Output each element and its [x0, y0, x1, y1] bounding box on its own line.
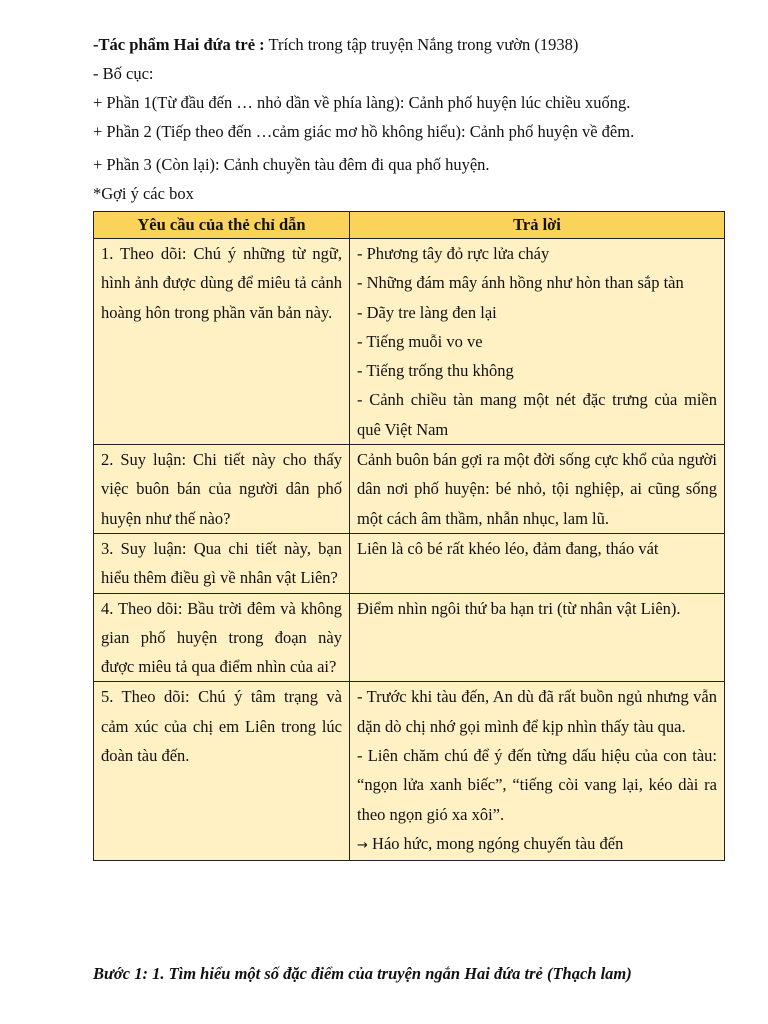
- question-cell: 2. Suy luận: Chi tiết này cho thấy việc buôn bán của người dân phố huyện như thế nào?: [94, 445, 350, 534]
- question-cell: 3. Suy luận: Qua chi tiết này, bạn hiểu thêm điều gì về nhân vật Liên?: [94, 533, 350, 593]
- answer-line: - Tiếng trống thu không: [357, 361, 514, 381]
- part-3: + Phần 3 (Còn lại): Cảnh chuyền tàu đêm đi qua phố huyện.: [93, 155, 490, 174]
- answer-line: - Phương tây đỏ rực lửa cháy: [357, 244, 550, 263]
- work-text: Trích trong tập truyện Nắng trong vườn (1938): [264, 35, 579, 54]
- answer-cell: [350, 445, 725, 534]
- table-row: [94, 239, 725, 445]
- answer-cell: [350, 533, 725, 593]
- guide-table: [93, 211, 725, 861]
- answer-line: - Cảnh chiều tàn mang một nét đặc trưng của miền quê Việt Nam: [357, 390, 717, 439]
- header-answer: Trả lời: [350, 212, 725, 239]
- table-row: [94, 445, 725, 534]
- question-cell: 1. Theo dõi: Chú ý những từ ngữ, hình ảnh được dùng để miêu tả cảnh hoàng hôn trong phần văn bản này.: [94, 239, 350, 445]
- table-header-row: [94, 212, 725, 239]
- answer-cell: [350, 682, 725, 861]
- answer-line: Điểm nhìn ngôi thứ ba hạn tri (từ nhân vật Liên).: [357, 598, 681, 618]
- work-label: -Tác phẩm Hai đứa trẻ :: [93, 35, 265, 54]
- part-2: + Phần 2 (Tiếp theo đến …cảm giác mơ hồ không hiểu): Cảnh phố huyện về đêm.: [93, 122, 635, 141]
- table-row: [94, 682, 725, 861]
- table-row: [94, 533, 725, 593]
- question-cell: 5. Theo dõi: Chú ý tâm trạng và cảm xúc của chị em Liên trong lúc đoàn tàu đến.: [94, 682, 350, 861]
- step-heading: Bước 1: 1. Tìm hiểu một số đặc điểm của truyện ngắn Hai đứa trẻ (Thạch lam): [93, 964, 632, 983]
- question-cell: 4. Theo dõi: Bầu trời đêm và không gian phố huyện trong đoạn này được miêu tả qua điểm nhìn của ai?: [94, 593, 350, 682]
- part-1: + Phần 1(Từ đầu đến … nhỏ dần về phía làng): Cảnh phố huyện lúc chiều xuống.: [93, 93, 631, 112]
- answer-line: - Liên chăm chú để ý đến từng dấu hiệu của con tàu: “ngọn lửa xanh biếc”, “tiếng còi vang lại, kéo dài ra theo ngọn gió xa xôi”.: [357, 746, 717, 824]
- answer-cell: [350, 593, 725, 682]
- layout-label: - Bố cục:: [93, 64, 154, 83]
- work-info-line: [93, 30, 733, 59]
- table-row: [94, 593, 725, 682]
- answer-line: Cảnh buôn bán gợi ra một đời sống cực khổ của người dân nơi phố huyện: bé nhỏ, tội nghiệp, ai cũng sống một cách âm thầm, nhẫn nhục, lam lũ.: [357, 450, 717, 528]
- answer-line: - Những đám mây ánh hồng như hòn than sắp tàn: [357, 273, 684, 293]
- answer-line: - Trước khi tàu đến, An dù đã rất buồn ngủ nhưng vẫn dặn dò chị nhớ gọi mình để kịp nhìn thấy tàu qua.: [357, 687, 717, 736]
- answer-line: - Dãy tre làng đen lại: [357, 302, 497, 322]
- conclusion-text: Háo hức, mong ngóng chuyến tàu đến: [367, 833, 624, 853]
- conclusion-line: [357, 829, 717, 860]
- answer-line: - Tiếng muỗi vo ve: [357, 331, 483, 351]
- document-page: [93, 30, 733, 861]
- answer-line: Liên là cô bé rất khéo léo, đảm đang, tháo vát: [357, 538, 659, 558]
- box-hint: *Gợi ý các box: [93, 184, 194, 203]
- answer-cell: [350, 239, 725, 445]
- header-requirement: Yêu cầu của thẻ chỉ dẫn: [94, 212, 350, 239]
- arrow-right-icon: →: [357, 837, 368, 853]
